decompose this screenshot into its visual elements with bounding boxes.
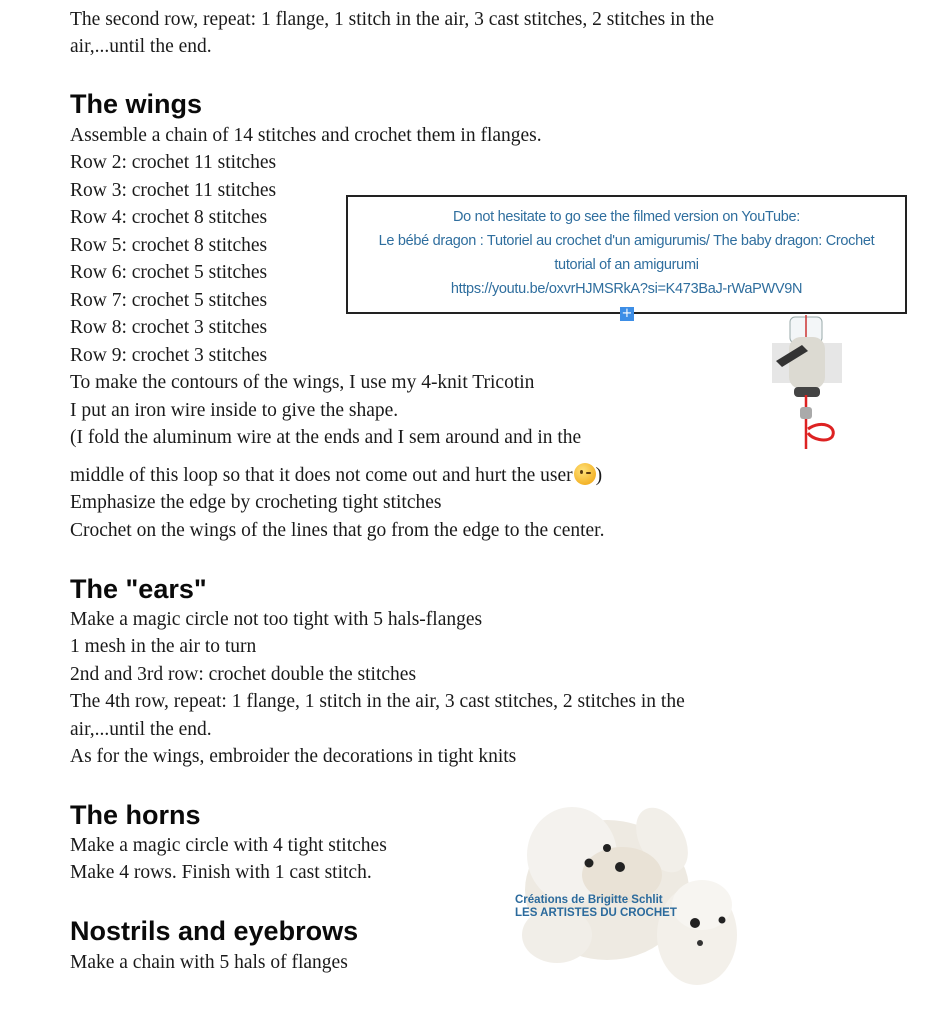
- nostrils-line: Make a chain with 5 hals of flanges: [70, 952, 348, 973]
- wings-line: Row 2: crochet 11 stitches: [70, 152, 277, 173]
- horns-line: Make 4 rows. Finish with 1 cast stitch.: [70, 862, 372, 883]
- wings-line: Row 8: crochet 3 stitches: [70, 317, 268, 338]
- horns-line: Make a magic circle with 4 tight stitches: [70, 835, 387, 856]
- youtube-line-3: tutorial of an amigurumi: [554, 257, 699, 273]
- wings-line: Row 9: crochet 3 stitches: [70, 345, 268, 366]
- watermark-line-1: Créations de Brigitte Schlit: [515, 894, 663, 906]
- intro-line-1: The second row, repeat: 1 flange, 1 stitch in the air, 3 cast stitches, 2 stitches in the: [70, 9, 714, 30]
- ears-line: The 4th row, repeat: 1 flange, 1 stitch in the air, 3 cast stitches, 2 stitches in the: [70, 691, 685, 712]
- wings-heading: The wings: [70, 89, 203, 119]
- ears-line: air,...until the end.: [70, 719, 212, 740]
- wings-line: Row 6: crochet 5 stitches: [70, 262, 268, 283]
- wings-line: Row 4: crochet 8 stitches: [70, 207, 268, 228]
- watermark-line-2: LES ARTISTES DU CROCHET: [515, 907, 677, 919]
- wings-line: middle of this loop so that it does not come out and hurt the user: [70, 465, 573, 486]
- youtube-line-2: Le bébé dragon : Tutoriel au crochet d'un amigurumis/ The baby dragon: Crochet: [378, 233, 875, 249]
- winking-face-icon: [574, 463, 596, 485]
- wings-line: Crochet on the wings of the lines that go from the edge to the center.: [70, 520, 605, 541]
- ears-heading: The "ears": [70, 574, 207, 604]
- youtube-line-1: Do not hesitate to go see the filmed version on YouTube:: [452, 209, 801, 225]
- wings-line: (I fold the aluminum wire at the ends and I sem around and in the: [70, 427, 582, 448]
- resize-plus-handle-icon[interactable]: +: [621, 306, 633, 321]
- wings-line: Emphasize the edge by crocheting tight stitches: [70, 492, 442, 513]
- ears-line: As for the wings, embroider the decorations in tight knits: [70, 746, 517, 767]
- plush-dogs-image: [512, 795, 737, 990]
- intro-line-2: air,...until the end.: [70, 36, 212, 57]
- wings-line-with-emoji: [70, 463, 602, 486]
- nostrils-heading: Nostrils and eyebrows: [70, 916, 359, 946]
- wings-line: Row 3: crochet 11 stitches: [70, 180, 277, 201]
- youtube-textbox[interactable]: [346, 195, 907, 314]
- wings-line: Row 7: crochet 5 stitches: [70, 290, 268, 311]
- wings-line: Row 5: crochet 8 stitches: [70, 235, 268, 256]
- ears-line: 2nd and 3rd row: crochet double the stitches: [70, 664, 417, 685]
- ears-line: Make a magic circle not too tight with 5 hals-flanges: [70, 609, 483, 630]
- horns-heading: The horns: [70, 800, 201, 830]
- wings-line: To make the contours of the wings, I use my 4-knit Tricotin: [70, 372, 535, 393]
- wings-line: Assemble a chain of 14 stitches and crochet them in flanges.: [70, 125, 542, 146]
- wings-line: I put an iron wire inside to give the shape.: [70, 400, 399, 421]
- knitting-mill-image: [772, 315, 844, 450]
- youtube-link[interactable]: https://youtu.be/oxvrHJMSRkA?si=K473BaJ-rWaPWV9N: [450, 281, 803, 297]
- ears-line: 1 mesh in the air to turn: [70, 636, 257, 657]
- closing-paren: ): [595, 465, 603, 486]
